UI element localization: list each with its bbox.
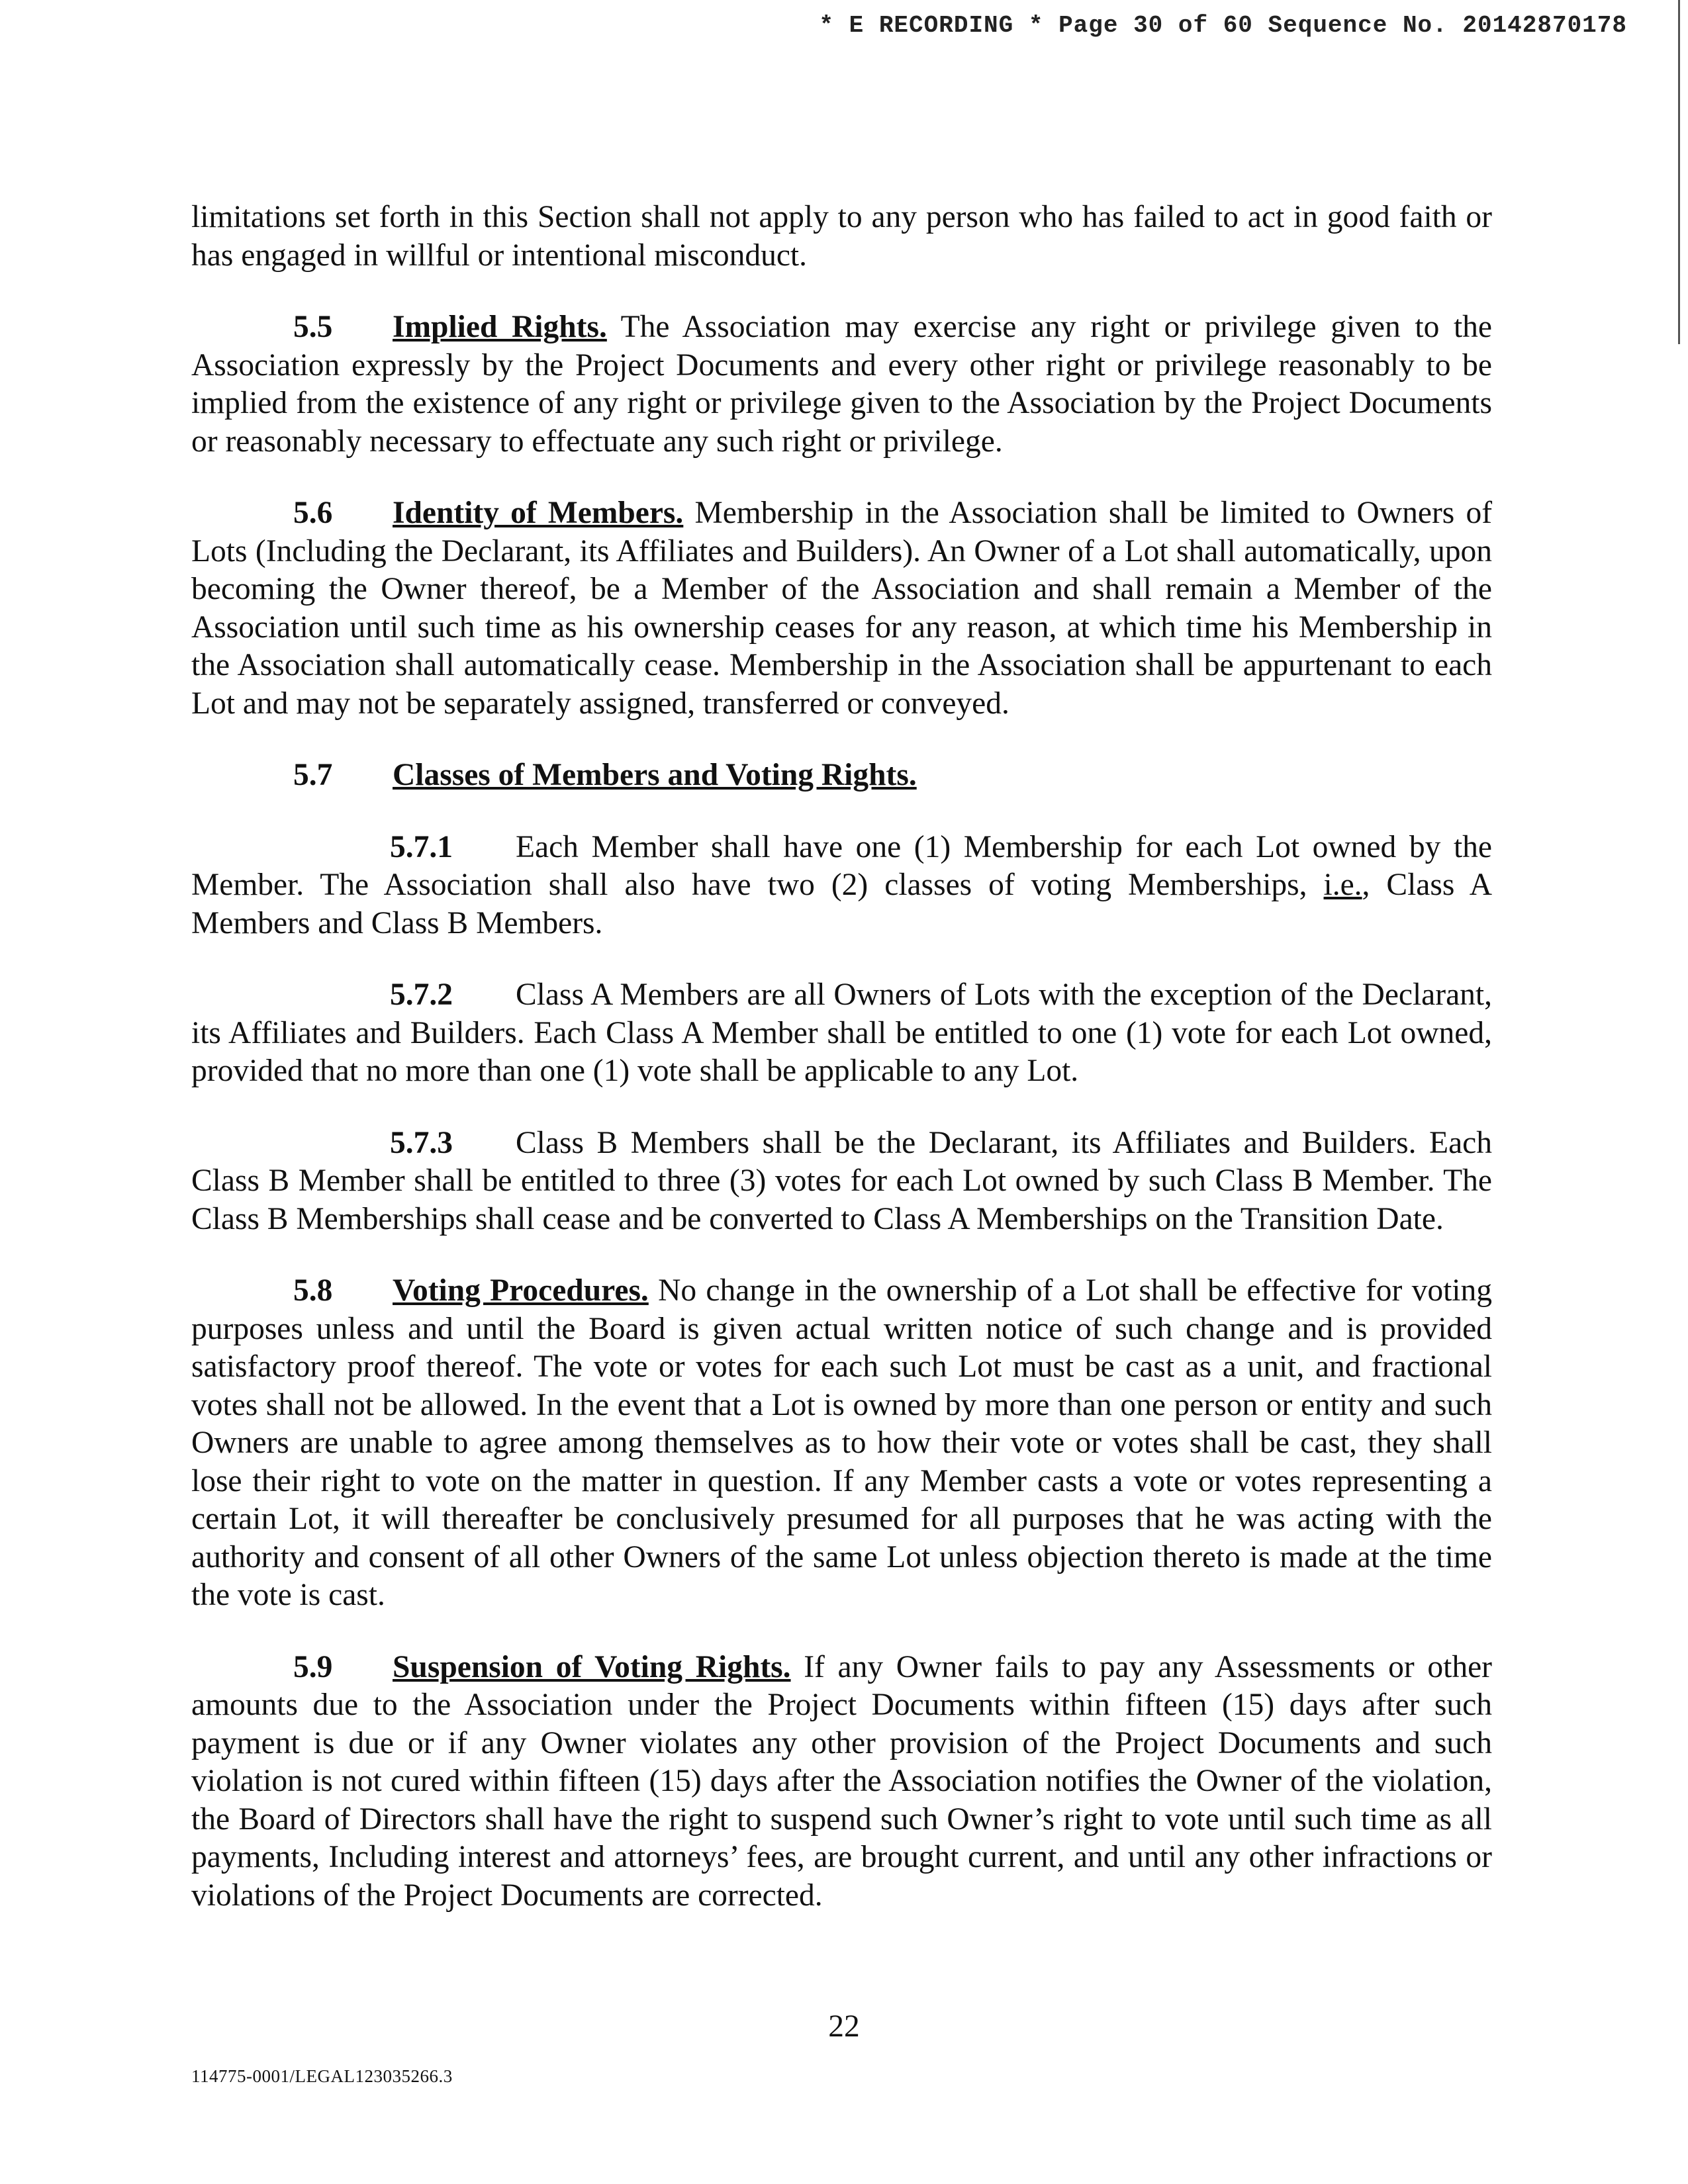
section-5-7-2 (191, 976, 1492, 1091)
section-number: 5.8 (293, 1273, 333, 1308)
section-5-9 (191, 1649, 1492, 1915)
section-text: No change in the ownership of a Lot shall be effective for voting purposes unless and until the Board is given actual written notice of such change and is provided satisfactory proof thereof. The vote or votes for each such Lot must be cast as a unit, and fractional votes shall not be allowed. In the event that a Lot is owned by more than one person or entity and such Owners are unable to agree among themselves as to how their vote or votes shall be cast, they shall lose their right to vote on the matter in question. If any Member casts a vote or votes representing a certain Lot, it will thereafter be conclusively presumed for all purposes that he was acting with the authority and consent of all other Owners of the same Lot unless objection thereto is made at the time the vote is cast. (191, 1273, 1492, 1612)
section-text: The Association may exercise any right or privilege given to the Association expressly by the Project Documents and every other right or privilege reasonably to be implied from the existence of any right or privilege given to the Association by the Project Documents or reasonably necessary to effectuate any such right or privilege. (191, 310, 1492, 459)
section-number: 5.7 (293, 758, 333, 792)
section-title: Implied Rights. (393, 310, 607, 344)
document-body (191, 199, 1492, 1948)
section-text-continued: , Class A Members and Class B Members. (191, 868, 1493, 940)
recording-header: * E RECORDING * Page 30 of 60 Sequence No. 20142870178 (819, 12, 1627, 39)
section-title: Classes of Members and Voting Rights. (393, 758, 917, 792)
section-number: 5.5 (293, 310, 333, 344)
section-5-7-3 (191, 1124, 1492, 1239)
section-5-5 (191, 308, 1492, 461)
section-5-7 (191, 756, 1492, 795)
section-text: Class B Members shall be the Declarant, its Affiliates and Builders. Each Class B Member shall be entitled to three (3) votes for each Lot owned by such Class B Member. The Class B Memberships shall cease and be converted to Class A Memberships on the Transition Date. (191, 1125, 1492, 1236)
section-title: Voting Procedures. (393, 1273, 649, 1308)
section-number: 5.7.1 (390, 829, 453, 864)
section-text: If any Owner fails to pay any Assessments or other amounts due to the Association under the Project Documents within fifteen (15) days after such payment is due or if any Owner violates any other provision of the Project Documents and such violation is not cured within fifteen (15) days after the Association notifies the Owner of the violation, the Board of Directors shall have the right to suspend such Owner’s right to vote until such time as all payments, Including interest and attorneys’ fees, are brought current, and until any other infractions or violations of the Project Documents are corrected. (191, 1649, 1493, 1913)
section-text: Class A Members are all Owners of Lots with the exception of the Declarant, its Affiliates and Builders. Each Class A Member shall be entitled to one (1) vote for each Lot owned, provided that no more than one (1) vote shall be applicable to any Lot. (191, 978, 1492, 1088)
section-text: Each Member shall have one (1) Membership for each Lot owned by the Member. The Association shall also have two (2) classes of voting Memberships, (191, 829, 1492, 902)
ie-abbreviation: i.e. (1323, 868, 1362, 902)
document-id: 114775-0001/LEGAL123035266.3 (191, 2066, 453, 2086)
page-number: 22 (828, 2009, 860, 2044)
section-5-8 (191, 1272, 1492, 1615)
section-title: Suspension of Voting Rights. (393, 1649, 791, 1684)
section-5-7-1 (191, 829, 1492, 943)
section-number: 5.7.3 (390, 1125, 453, 1160)
section-title: Identity of Members. (393, 496, 684, 530)
section-number: 5.7.2 (390, 978, 453, 1012)
section-number: 5.9 (293, 1649, 333, 1684)
section-5-6 (191, 494, 1492, 723)
paragraph-continuation: limitations set forth in this Section shall not apply to any person who has failed to act in good faith or has engaged in willful or intentional misconduct. (191, 200, 1492, 273)
section-text: Membership in the Association shall be limited to Owners of Lots (Including the Declarant, its Affiliates and Builders). An Owner of a Lot shall automatically, upon becoming the Owner thereof, be a Member of the Association and shall remain a Member of the Association until such time as his ownership ceases for any reason, at which time his Membership in the Association shall automatically cease. Membership in the Association shall be appurtenant to each Lot and may not be separately assigned, transferred or conveyed. (191, 496, 1493, 721)
scan-edge-line (1678, 0, 1680, 344)
section-number: 5.6 (293, 496, 333, 530)
